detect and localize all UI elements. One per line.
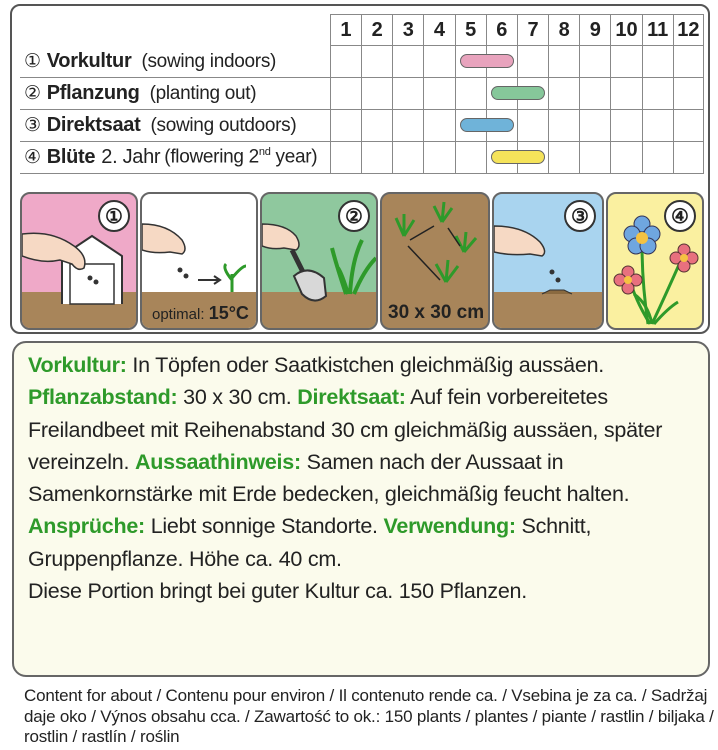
month-cell (610, 78, 641, 110)
instructions-text (28, 349, 698, 607)
portion-text: Diese Portion bringt bei guter Kultur ca. 150 Pflanzen. (28, 579, 527, 604)
month-cell (673, 142, 704, 174)
month-cell (673, 46, 704, 78)
row-german-label: Blüte (46, 146, 96, 168)
month-cell (579, 142, 610, 174)
text-pflanzabstand: 30 x 30 cm. (177, 385, 298, 410)
month-header-6: 6 (486, 14, 517, 46)
month-cell (330, 110, 361, 142)
row-german-label: Direktsaat (46, 114, 141, 136)
calendar-header-row (20, 14, 704, 46)
month-cell (455, 142, 486, 174)
month-cell (392, 46, 423, 78)
month-cell (423, 78, 454, 110)
kw-pflanzabstand: Pflanzabstand: (28, 385, 178, 410)
month-cell (330, 46, 361, 78)
text-verwendung: Schnitt, Gruppenpflanze. Höhe ca. 40 cm. (28, 514, 592, 571)
growing-instructions (12, 341, 710, 677)
text-ansprueche: Liebt sonnige Standorte. (144, 514, 384, 539)
month-cell (548, 46, 579, 78)
text-direktsaat: Auf fein vorbereitetes Freilandbeet mit Reihenabstand 30 cm gleichmäßig aussäen, später vereinzeln. (28, 385, 663, 474)
month-cell (361, 142, 392, 174)
kw-aussaathinweis: Aussaathinweis: (134, 449, 301, 474)
month-header-8: 8 (548, 14, 579, 46)
month-header-7: 7 (517, 14, 548, 46)
calendar-row-label (20, 110, 330, 142)
month-header-11: 11 (642, 14, 673, 46)
content-footer: Content for about / Contenu pour environ / Il contenuto rende ca. / Vsebina je za ca. / Sadržaj daje oko / Výnos obsahu cca. / Zawartość to ok.: 150 plants / plantes / piante / rastlin / biljaka / rostlin / rastlín / roślin (24, 686, 714, 746)
calendar-row (20, 78, 704, 110)
calendar-row-label (20, 78, 330, 110)
month-cell (361, 46, 392, 78)
month-cell (642, 142, 673, 174)
step-1-badge: ① (98, 200, 130, 232)
pictogram-germination-temperature (140, 192, 258, 330)
kw-verwendung: Verwendung: (383, 514, 516, 539)
month-cell (423, 142, 454, 174)
row-number: ③ (24, 115, 41, 136)
month-cell (455, 110, 486, 142)
month-cell (642, 110, 673, 142)
month-cell (548, 142, 579, 174)
row-german-label: Pflanzung (46, 82, 140, 104)
month-cell (673, 110, 704, 142)
calendar-header-spacer (20, 14, 330, 46)
row-english-label: (sowing indoors) (141, 50, 277, 72)
month-cell (548, 78, 579, 110)
calendar-row (20, 110, 704, 142)
kw-direktsaat: Direktsaat: (297, 385, 406, 410)
pictogram-plant-spacing (380, 192, 490, 330)
month-header-9: 9 (579, 14, 610, 46)
month-cell (673, 78, 704, 110)
spacing-caption: 30 x 30 cm (388, 302, 485, 323)
step-4-badge: ④ (664, 200, 696, 232)
season-bar (460, 118, 514, 132)
month-cell (517, 46, 548, 78)
step-2-badge: ② (338, 200, 370, 232)
month-cell (610, 142, 641, 174)
season-bar (491, 150, 545, 164)
row-german-extra: 2. Jahr (101, 146, 161, 168)
row-english-label: (flowering 2nd year) (164, 146, 318, 168)
pictogram-planting-out (260, 192, 378, 330)
pictogram-sowing-outdoors (492, 192, 604, 330)
month-cell (361, 78, 392, 110)
calendar-row (20, 142, 704, 174)
month-header-10: 10 (610, 14, 641, 46)
row-english-label: (planting out) (149, 82, 257, 104)
row-number: ④ (24, 147, 41, 168)
month-cell (642, 46, 673, 78)
month-cell (517, 110, 548, 142)
pictogram-sowing-indoors (20, 192, 138, 330)
month-cell (610, 46, 641, 78)
month-cell (579, 78, 610, 110)
temperature-prefix: optimal: (152, 306, 205, 323)
month-header-12: 12 (673, 14, 704, 46)
row-number: ① (24, 51, 41, 72)
text-aussaathinweis: Samen nach der Aussaat in Samenkornstärke mit Erde bedecken, gleichmäßig feucht halten. (28, 449, 630, 507)
month-cell (486, 142, 517, 174)
month-header-3: 3 (392, 14, 423, 46)
month-cell (330, 78, 361, 110)
month-header-4: 4 (423, 14, 454, 46)
month-cell (455, 46, 486, 78)
month-cell (610, 110, 641, 142)
kw-ansprueche: Ansprüche: (28, 514, 145, 539)
calendar-row-label (20, 46, 330, 78)
pictogram-flowering (606, 192, 704, 330)
month-header-1: 1 (330, 14, 361, 46)
text-vorkultur: In Töpfen oder Saatkistchen gleichmäßig aussäen. (126, 353, 605, 377)
calendar-grid (20, 14, 704, 174)
row-english-label: (sowing outdoors) (150, 114, 297, 136)
month-cell (579, 46, 610, 78)
calendar-row-label (20, 142, 330, 174)
month-cell (330, 142, 361, 174)
month-cell (486, 78, 517, 110)
calendar-row (20, 46, 704, 78)
month-cell (455, 78, 486, 110)
temperature-value: 15°C (208, 303, 249, 323)
month-cell (642, 78, 673, 110)
month-cell (361, 110, 392, 142)
month-cell (423, 110, 454, 142)
month-cell (579, 110, 610, 142)
kw-vorkultur: Vorkultur: (28, 353, 127, 377)
month-header-2: 2 (361, 14, 392, 46)
month-cell (548, 110, 579, 142)
month-cell (392, 142, 423, 174)
step-3-badge: ③ (564, 200, 596, 232)
season-bar (460, 54, 514, 68)
row-number: ② (24, 83, 41, 104)
row-german-label: Vorkultur (46, 50, 132, 72)
month-cell (392, 78, 423, 110)
season-bar (491, 86, 545, 100)
month-header-5: 5 (455, 14, 486, 46)
month-cell (392, 110, 423, 142)
temperature-caption (152, 303, 249, 324)
sowing-calendar (10, 4, 710, 334)
month-cell (423, 46, 454, 78)
